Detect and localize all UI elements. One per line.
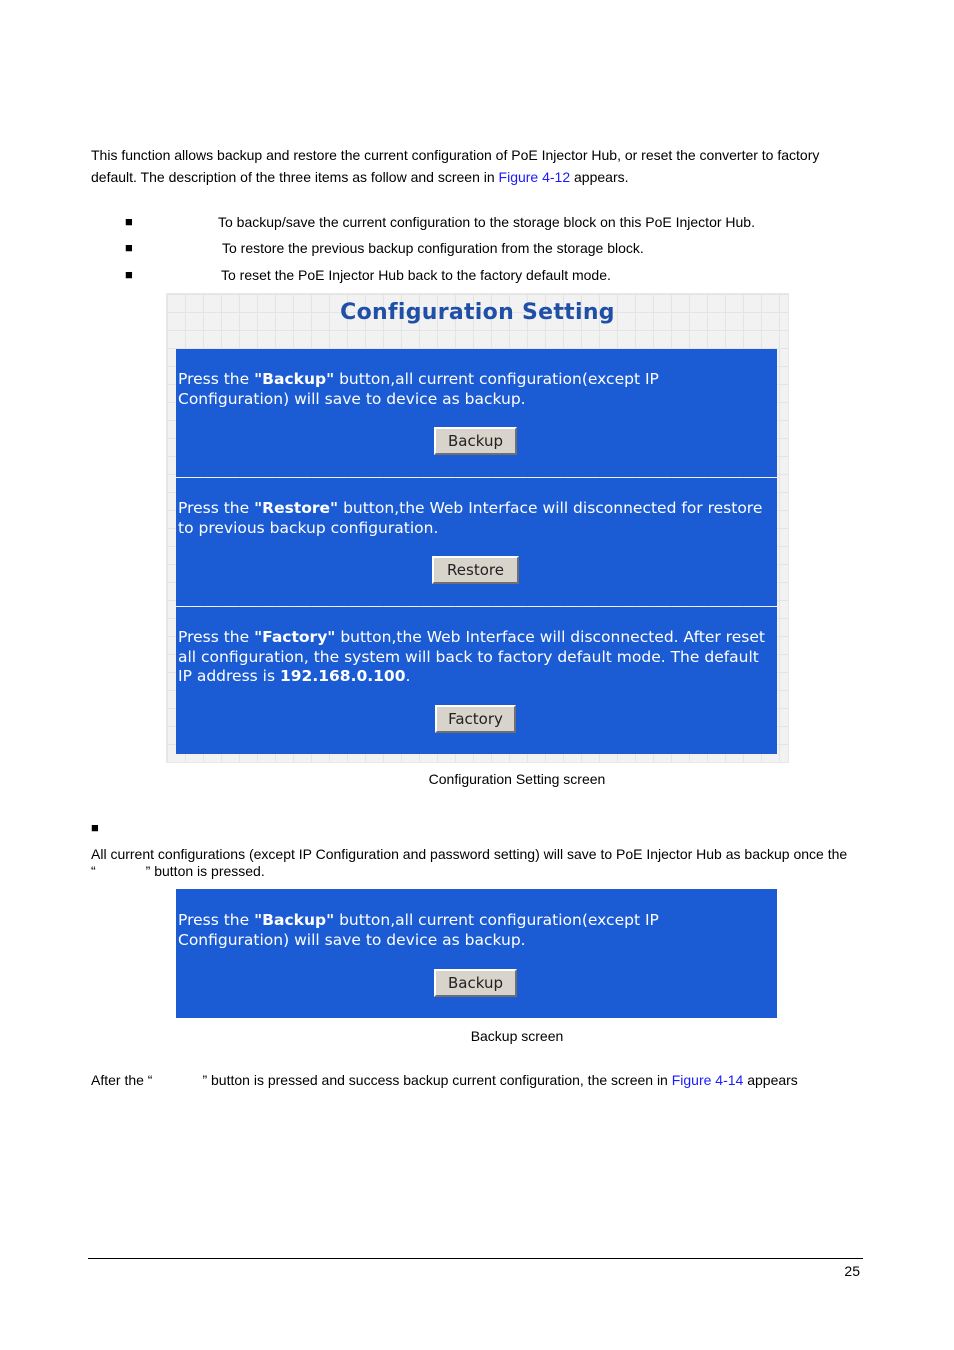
- config-screen-title: Configuration Setting: [340, 300, 615, 325]
- backup-panel: [176, 349, 777, 477]
- intro-line-2: [91, 166, 881, 188]
- backup-text-post: button,all current configuration(except IP Configuration) will save to device as backup.: [178, 370, 659, 408]
- intro-line-1: This function allows backup and restore the current configuration of PoE Injector Hub, or reset the converter to factory: [91, 147, 820, 163]
- backup-section-line-2-text: ” button is pressed.: [145, 863, 265, 879]
- factory-text-bold: "Factory": [254, 628, 336, 646]
- config-screen-caption: Configuration Setting screen: [428, 771, 606, 787]
- backup-screenshot-text: [178, 911, 767, 950]
- backup-section-line-1: All current configurations (except IP Configuration and password setting) will save to PoE Injector Hub as backup once the: [91, 846, 848, 862]
- bullet-marker: ■: [125, 214, 133, 229]
- figure-4-14-link[interactable]: Figure 4-14: [671, 1072, 744, 1088]
- restore-text-post: button,the Web Interface will disconnected for restore to previous backup configuration.: [178, 499, 763, 537]
- restore-text-bold: "Restore": [254, 499, 339, 517]
- bullet-marker: ■: [125, 267, 133, 282]
- factory-text-post: button,the Web Interface will disconnected. After reset all configuration, the system will back to factory default mode. The default IP address is: [178, 628, 765, 685]
- after-paragraph: [91, 1072, 891, 1088]
- backup-screenshot-button[interactable]: Backup: [434, 969, 517, 997]
- factory-text-end: .: [405, 667, 411, 685]
- backup-section-paragraph: [91, 846, 881, 880]
- backup-section-bullet: ■: [91, 820, 99, 835]
- restore-button[interactable]: Restore: [432, 556, 519, 584]
- factory-panel: [176, 607, 777, 754]
- backup-text-pre: Press the: [178, 370, 255, 388]
- factory-button[interactable]: Factory: [435, 705, 516, 733]
- intro-paragraph: [91, 144, 881, 188]
- backup-screenshot-text-bold: "Backup": [254, 911, 335, 929]
- footer-divider: [88, 1258, 863, 1259]
- backup-screenshot-text-post: button,all current configuration(except IP Configuration) will save to device as backup.: [178, 911, 659, 949]
- intro-line-2-text: default. The description of the three items as follow and screen in: [91, 169, 499, 185]
- backup-panel-text: [178, 370, 767, 409]
- restore-panel: [176, 478, 777, 606]
- after-text-mid: ” button is pressed and success backup current configuration, the screen in: [202, 1072, 672, 1088]
- bullet-factory-text: To reset the PoE Injector Hub back to the factory default mode.: [221, 267, 611, 283]
- bullet-restore-text: To restore the previous backup configuration from the storage block.: [222, 240, 644, 256]
- restore-text-pre: Press the: [178, 499, 255, 517]
- bullet-marker: ■: [125, 240, 133, 255]
- restore-panel-text: [178, 499, 767, 538]
- factory-text-pre: Press the: [178, 628, 255, 646]
- backup-screenshot-panel: [176, 889, 777, 1018]
- factory-panel-text: [178, 628, 767, 687]
- figure-4-12-link[interactable]: Figure 4-12: [498, 169, 571, 185]
- after-text-pre: After the “: [91, 1072, 153, 1088]
- configuration-setting-screenshot: [166, 293, 789, 763]
- backup-screenshot-text-pre: Press the: [178, 911, 255, 929]
- intro-line-2-end: appears.: [570, 169, 629, 185]
- bullet-backup-text: To backup/save the current configuration to the storage block on this PoE Injector Hub.: [218, 214, 755, 230]
- backup-button[interactable]: Backup: [434, 427, 517, 455]
- backup-screen-caption: Backup screen: [470, 1028, 564, 1044]
- backup-section-line-2: [91, 863, 881, 880]
- default-ip-address: 192.168.0.100: [279, 667, 406, 685]
- page-number: 25: [844, 1263, 860, 1279]
- after-text-post: appears: [743, 1072, 798, 1088]
- open-quote: “: [91, 863, 96, 879]
- backup-text-bold: "Backup": [254, 370, 335, 388]
